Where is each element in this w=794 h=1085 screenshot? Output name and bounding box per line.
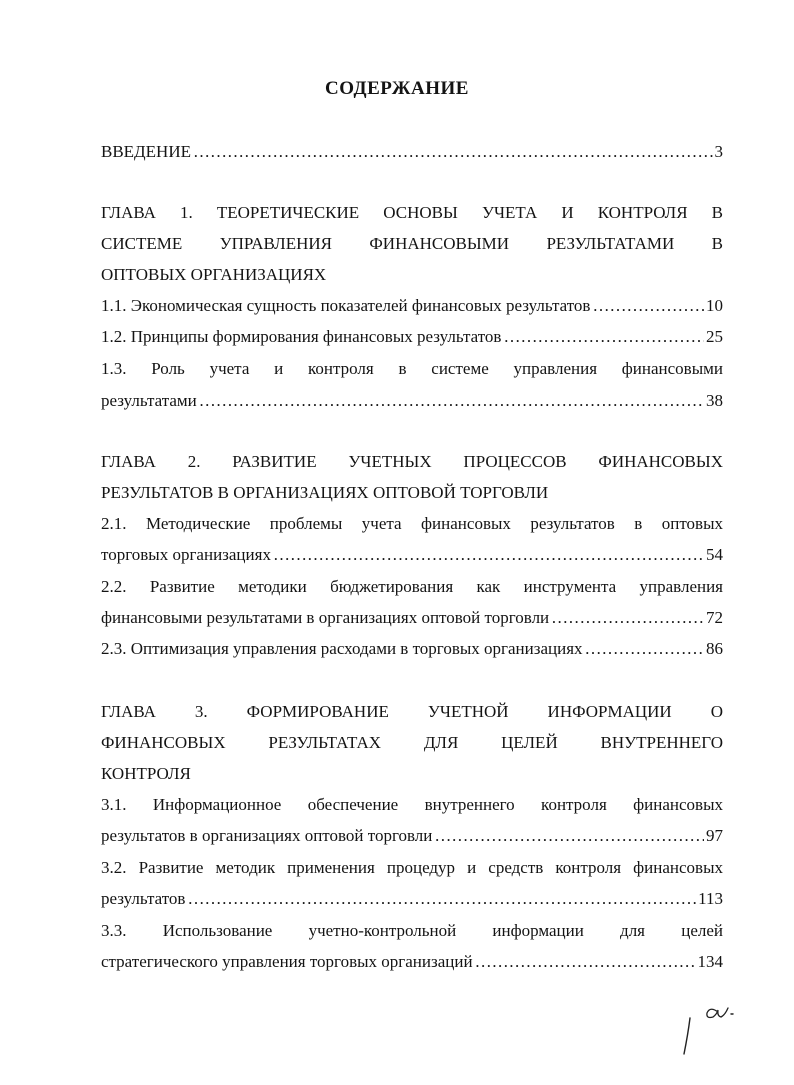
leader-dots — [434, 825, 704, 847]
leader-dots — [592, 295, 704, 317]
toc-page-number: 97 — [706, 826, 723, 845]
chapter-3-heading-line-2: ФИНАНСОВЫХ РЕЗУЛЬТАТАХ ДЛЯ ЦЕЛЕЙ ВНУТРЕННЕГО — [101, 733, 723, 752]
toc-page-number: 3 — [714, 142, 723, 161]
toc-entry-3-3-line-1: 3.3. Использование учетно-контрольной информации для целей — [101, 921, 723, 940]
toc-entry-2-3 — [101, 638, 723, 660]
toc-entry-label: 1.2. Принципы формирования финансовых результатов — [101, 327, 502, 346]
chapter-3-heading-line-1: ГЛАВА 3. ФОРМИРОВАНИЕ УЧЕТНОЙ ИНФОРМАЦИИ О — [101, 702, 723, 721]
leader-dots — [187, 888, 696, 910]
leader-dots — [551, 607, 704, 629]
toc-entry-label: результатами — [101, 391, 197, 410]
toc-entry-1-1 — [101, 295, 723, 317]
toc-entry-intro — [101, 141, 723, 163]
chapter-1-heading-line-1: ГЛАВА 1. ТЕОРЕТИЧЕСКИЕ ОСНОВЫ УЧЕТА И КОНТРОЛЯ В — [101, 203, 723, 222]
toc-entry-label: 1.1. Экономическая сущность показателей финансовых результатов — [101, 296, 591, 315]
toc-page-number: 113 — [698, 889, 723, 908]
toc-page-number: 10 — [706, 296, 723, 315]
toc-entry-label: результатов в организациях оптовой торговли — [101, 826, 433, 845]
toc-entry-label: финансовыми результатами в организациях оптовой торговли — [101, 608, 550, 627]
toc-page-number: 72 — [706, 608, 723, 627]
toc-entry-2-1 — [101, 544, 723, 566]
toc-entry-3-1-line-1: 3.1. Информационное обеспечение внутреннего контроля финансовых — [101, 795, 723, 814]
toc-entry-1-3 — [101, 390, 723, 412]
toc-entry-label: ВВЕДЕНИЕ — [101, 142, 191, 161]
leader-dots — [475, 951, 696, 973]
toc-entry-1-2 — [101, 326, 723, 348]
chapter-2-heading-line-2: РЕЗУЛЬТАТОВ В ОРГАНИЗАЦИЯХ ОПТОВОЙ ТОРГОВЛИ — [101, 483, 549, 502]
toc-entry-label: стратегического управления торговых организаций — [101, 952, 473, 971]
toc-entry-3-2-line-1: 3.2. Развитие методик применения процедур и средств контроля финансовых — [101, 858, 723, 877]
toc-entry-label: торговых организациях — [101, 545, 271, 564]
toc-entry-3-1 — [101, 825, 723, 847]
toc-entry-3-2 — [101, 888, 723, 910]
toc-entry-2-1-line-1: 2.1. Методические проблемы учета финансовых результатов в оптовых — [101, 514, 723, 533]
leader-dots — [503, 326, 704, 348]
leader-dots — [585, 638, 704, 660]
toc-entry-2-2 — [101, 607, 723, 629]
toc-page-number: 38 — [706, 391, 723, 410]
handwritten-signature — [676, 1000, 746, 1060]
toc-entry-1-3-line-1: 1.3. Роль учета и контроля в системе управления финансовыми — [101, 359, 723, 378]
leader-dots — [193, 141, 713, 163]
toc-page-number: 54 — [706, 545, 723, 564]
toc-entry-2-2-line-1: 2.2. Развитие методики бюджетирования как инструмента управления — [101, 577, 723, 596]
leader-dots — [199, 390, 704, 412]
toc-page-number: 25 — [706, 327, 723, 346]
toc-page-number: 134 — [697, 952, 723, 971]
chapter-2-heading-line-1: ГЛАВА 2. РАЗВИТИЕ УЧЕТНЫХ ПРОЦЕССОВ ФИНАНСОВЫХ — [101, 452, 723, 471]
chapter-1-heading-line-3: ОПТОВЫХ ОРГАНИЗАЦИЯХ — [101, 265, 327, 284]
chapter-1-heading-line-2: СИСТЕМЕ УПРАВЛЕНИЯ ФИНАНСОВЫМИ РЕЗУЛЬТАТАМИ В — [101, 234, 723, 253]
toc-page-number: 86 — [706, 639, 723, 658]
toc-entry-label: 2.3. Оптимизация управления расходами в торговых организациях — [101, 639, 583, 658]
leader-dots — [273, 544, 704, 566]
chapter-3-heading-line-3: КОНТРОЛЯ — [101, 764, 191, 783]
toc-entry-label: результатов — [101, 889, 186, 908]
page-title: СОДЕРЖАНИЕ — [325, 78, 469, 99]
toc-entry-3-3 — [101, 951, 723, 973]
